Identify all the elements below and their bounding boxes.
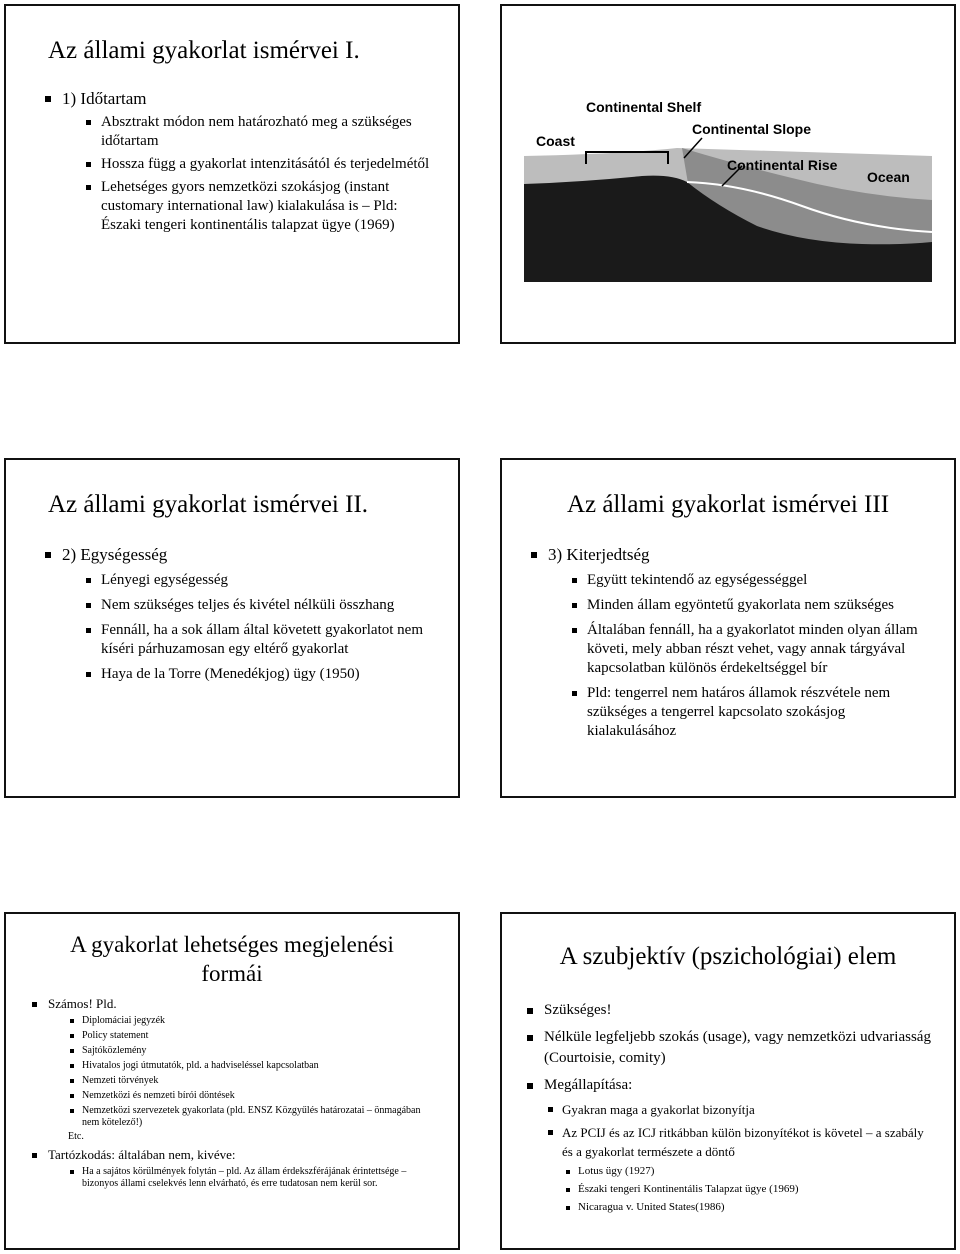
label-continental-shelf: Continental Shelf [586,99,702,115]
case-item: Lotus ügy (1927) [564,1164,936,1179]
slide-title-line-1: A gyakorlat lehetséges megjelenési [70,932,394,957]
bullet-list [44,88,439,235]
list-item [30,1147,440,1190]
slide-title: Az állami gyakorlat ismérvei I. [48,37,360,64]
slide-3 [4,458,460,798]
sub-item: Haya de la Torre (Menedékjog) ügy (1950) [83,665,439,684]
sub-item: Nemzeti törvények [68,1075,440,1087]
slide-title [6,930,458,988]
sub-item: Absztrakt módon nem határozható meg a szükséges időtartam [83,113,439,151]
sub-item [546,1123,936,1215]
bullet-list [30,994,440,1190]
sub-item: Nem szükséges teljes és kivétel nélküli összhang [83,596,439,615]
case-item: Északi tengeri Kontinentális Talapzat ügye (1969) [564,1182,936,1197]
sub-item: Diplomáciai jegyzék [68,1015,440,1027]
label-continental-rise: Continental Rise [727,157,838,173]
list-item: Szükséges! [526,1000,936,1021]
sub-item: Minden állam egyöntetű gyakorlata nem szükséges [569,596,935,615]
list-item [530,544,935,741]
label-continental-slope: Continental Slope [692,121,811,137]
bullet-list [526,994,936,1215]
slide-2 [500,4,956,344]
slide-title: Az állami gyakorlat ismérvei II. [48,491,369,518]
list-item-text: 1) Időtartam [62,89,147,108]
slide-title: A szubjektív (pszichológiai) elem [559,943,897,970]
sub-item: Nemzetközi és nemzeti bírói döntések [68,1090,440,1102]
list-item-text: Tartózkodás: általában nem, kivéve: [48,1147,236,1162]
list-item [44,88,439,235]
slide-title: Az állami gyakorlat ismérvei III [566,491,890,518]
case-item: Nicaragua v. United States(1986) [564,1200,936,1215]
slide-5 [4,912,460,1250]
slide-4 [500,458,956,798]
label-coast: Coast [536,133,575,149]
ocean-floor-diagram [502,6,954,342]
list-item: Nélküle legfeljebb szokás (usage), vagy nemzetközi udvariasság (Courtoisie, comity) [526,1027,936,1069]
sub-item-text: Az PCIJ és az ICJ ritkábban külön bizonyítékot is követel – a szabály és a gyakorlat természete a döntő [562,1125,924,1159]
sub-item: Együtt tekintendő az egységességgel [569,571,935,590]
sub-item: Gyakran maga a gyakorlat bizonyítja [546,1100,936,1119]
sub-item: Ha a sajátos körülmények folytán – pld. Az állam érdekszférájának érintettsége – bizonyos állami cselekvés lenn elvárható, és erre tudatosan nem kerül sor. [68,1166,440,1190]
sub-item: Sajtóközlemény [68,1045,440,1057]
sub-item: Hivatalos jogi útmutatók, pld. a hadviseléssel kapcsolatban [68,1060,440,1072]
list-item-text: 2) Egységesség [62,545,168,564]
list-item-text: 3) Kiterjedtség [548,545,650,564]
list-item-text: Megállapítása: [544,1077,633,1093]
slide-title-line-2: formái [201,961,263,986]
sub-item: Policy statement [68,1030,440,1042]
label-ocean: Ocean [867,169,910,185]
sub-item: Hossza függ a gyakorlat intenzitásától és terjedelmétől [83,155,439,174]
sub-item: Nemzetközi szervezetek gyakorlata (pld. ENSZ Közgyűlés határozatai – önmagában nem kötelező!) [68,1105,440,1129]
sub-item: Fennáll, ha a sok állam által követett gyakorlatot nem kíséri párhuzamosan egy eltérő gyakorlat [83,621,439,659]
list-item [44,544,439,684]
slide-6 [500,912,956,1250]
slide-1 [4,4,460,344]
list-item [30,996,440,1129]
list-item-text: Számos! Pld. [48,996,117,1011]
bullet-list [530,544,935,741]
sub-item: Lényegi egységesség [83,571,439,590]
etc-text: Etc. [68,1131,84,1142]
bullet-list [44,544,439,684]
sub-item: Pld: tengerrel nem határos államok részvétele nem szükséges a tengerrel kapcsolato szokásjog kialakulásához [569,684,935,741]
list-item [526,1075,936,1215]
sub-item: Általában fennáll, ha a gyakorlatot minden olyan állam követi, mely abban részt vehet, vagy annak tárgyával kapcsolatban különös érdekeltséggel bír [569,621,935,678]
sub-item: Lehetséges gyors nemzetközi szokásjog (instant customary international law) kialakulása is – Pld: Északi tengeri kontinentális talapzat ügye (1969) [83,178,439,235]
